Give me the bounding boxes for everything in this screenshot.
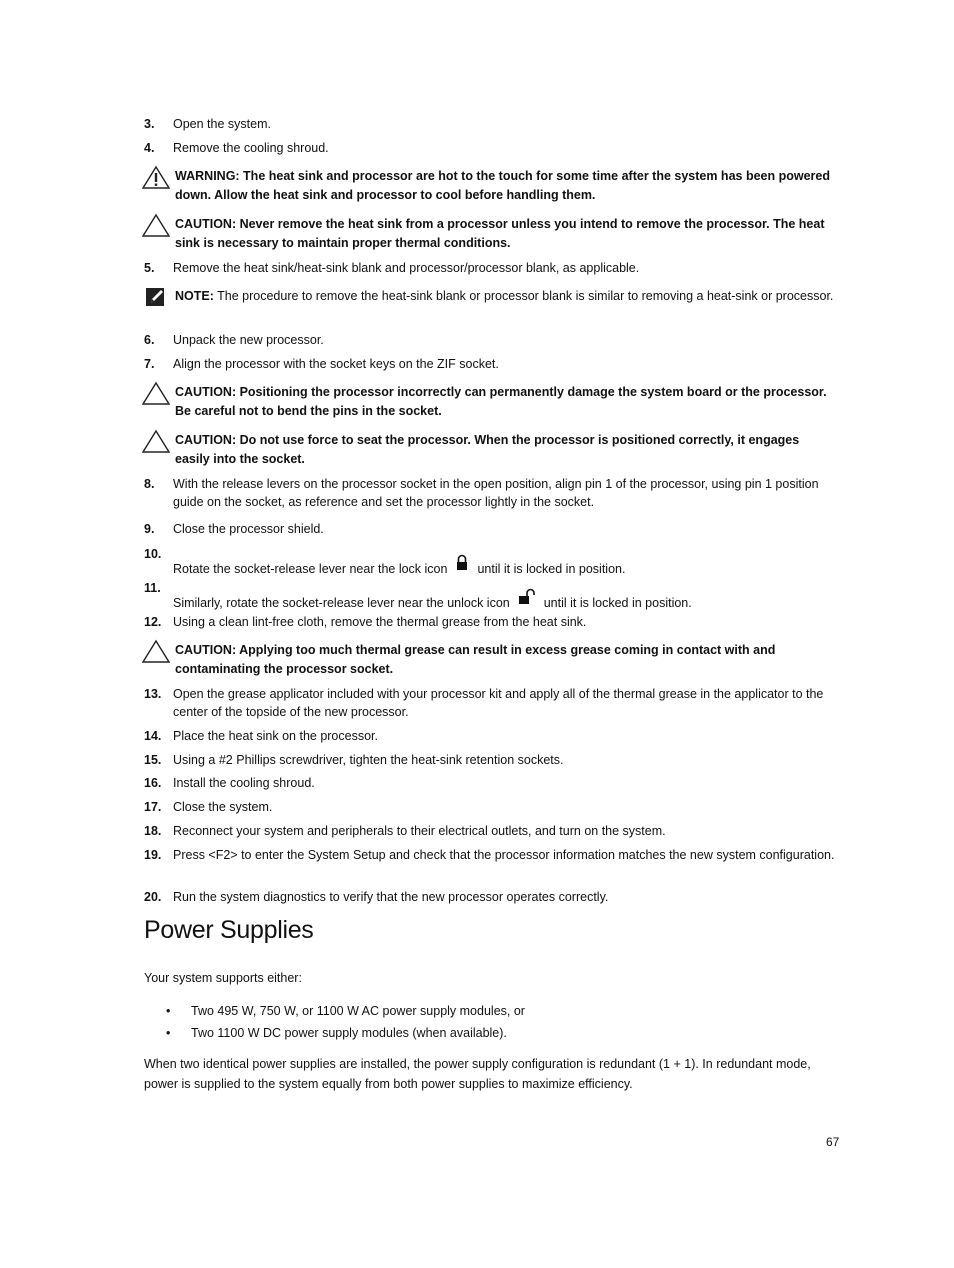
bullet-text: Two 1100 W DC power supply modules (when available). xyxy=(191,1026,507,1040)
notice-text: CAUTION: Do not use force to seat the processor. When the processor is positioned correctly, it engages easily into the socket. xyxy=(175,433,800,466)
notice-text: CAUTION: Applying too much thermal grease can result in excess grease coming in contact with and contaminating the processor socket. xyxy=(175,643,776,676)
step-number: 15. xyxy=(144,753,162,767)
step-text: Open the system. xyxy=(173,117,271,131)
step-text: With the release levers on the processor socket in the open position, align pin 1 of the processor, using pin 1 position guide on the socket, as reference and set the processor lightly in the socket. xyxy=(173,477,819,509)
step-text-before: Similarly, rotate the socket-release lever near the unlock icon xyxy=(173,596,510,610)
step-number: 16. xyxy=(144,776,162,790)
step-number: 13. xyxy=(144,687,162,701)
caution-triangle-icon xyxy=(142,429,170,453)
step-text: Open the grease applicator included with your processor kit and apply all of the thermal grease in the applicator to the center of the topside of the new processor. xyxy=(173,687,824,719)
step-text-before: Rotate the socket-release lever near the lock icon xyxy=(173,562,448,576)
notice-text: CAUTION: Positioning the processor incorrectly can permanently damage the system board or the processor. Be careful not to bend the pins in the socket. xyxy=(175,385,827,418)
step-text-after: until it is locked in position. xyxy=(477,562,626,576)
step-number: 18. xyxy=(144,824,162,838)
step-number: 4. xyxy=(144,141,155,155)
step-number: 3. xyxy=(144,117,155,131)
step-text: Close the processor shield. xyxy=(173,522,324,536)
page-number: 67 xyxy=(826,1135,840,1149)
step-number: 7. xyxy=(144,357,155,371)
bullet-dot: • xyxy=(166,1026,171,1040)
bullet-text: Two 495 W, 750 W, or 1100 W AC power supply modules, or xyxy=(191,1004,525,1018)
step-text: Reconnect your system and peripherals to their electrical outlets, and turn on the system. xyxy=(173,824,666,838)
bullet-dot: • xyxy=(166,1004,171,1018)
step-text: Place the heat sink on the processor. xyxy=(173,729,378,743)
caution-triangle-icon xyxy=(142,213,170,237)
step-text: Using a #2 Phillips screwdriver, tighten the heat-sink retention sockets. xyxy=(173,753,564,767)
step-text: Run the system diagnostics to verify that the new processor operates correctly. xyxy=(173,890,609,904)
note-pencil-icon xyxy=(142,285,170,309)
step-number: 6. xyxy=(144,333,155,347)
step-text: Align the processor with the socket keys on the ZIF socket. xyxy=(173,357,499,371)
section-intro: Your system supports either: xyxy=(144,971,302,985)
warning-triangle-icon xyxy=(142,165,170,189)
step-text: Install the cooling shroud. xyxy=(173,776,315,790)
step-number: 10. xyxy=(144,547,162,561)
step-number: 8. xyxy=(144,477,155,491)
step-number: 5. xyxy=(144,261,155,275)
step-number: 17. xyxy=(144,800,162,814)
step-number: 14. xyxy=(144,729,162,743)
lock-icon xyxy=(455,554,469,572)
section-paragraph: When two identical power supplies are installed, the power supply configuration is redundant (1 + 1). In redundant mode, power is supplied to the system equally from both power supplies to maximize efficiency. xyxy=(144,1057,811,1091)
step-text: Remove the heat sink/heat-sink blank and processor/processor blank, as applicable. xyxy=(173,261,640,275)
caution-triangle-icon xyxy=(142,381,170,405)
step-number: 19. xyxy=(144,848,162,862)
step-text xyxy=(173,588,838,612)
step-text: Press <F2> to enter the System Setup and check that the processor information matches the new system configuration. xyxy=(173,848,835,862)
section-heading: Power Supplies xyxy=(144,916,314,944)
step-text xyxy=(173,554,838,578)
step-number: 9. xyxy=(144,522,155,536)
step-number: 12. xyxy=(144,615,162,629)
step-number: 20. xyxy=(144,890,162,904)
step-text: Remove the cooling shroud. xyxy=(173,141,329,155)
step-text: Close the system. xyxy=(173,800,273,814)
caution-triangle-icon xyxy=(142,639,170,663)
notice-text: WARNING: The heat sink and processor are hot to the touch for some time after the system has been powered down. Allow the heat sink and processor to cool before handling them. xyxy=(175,169,830,202)
notice-text xyxy=(175,287,837,306)
note-body: The procedure to remove the heat-sink blank or processor blank is similar to removing a heat-sink or processor. xyxy=(213,289,834,303)
step-text-after: until it is locked in position. xyxy=(543,596,692,610)
step-text: Unpack the new processor. xyxy=(173,333,324,347)
notice-text: CAUTION: Never remove the heat sink from a processor unless you intend to remove the processor. The heat sink is necessary to maintain proper thermal conditions. xyxy=(175,217,825,250)
step-number: 11. xyxy=(144,581,161,595)
note-label: NOTE: xyxy=(175,289,214,303)
step-text: Using a clean lint-free cloth, remove the thermal grease from the heat sink. xyxy=(173,615,587,629)
unlock-icon xyxy=(518,588,536,606)
